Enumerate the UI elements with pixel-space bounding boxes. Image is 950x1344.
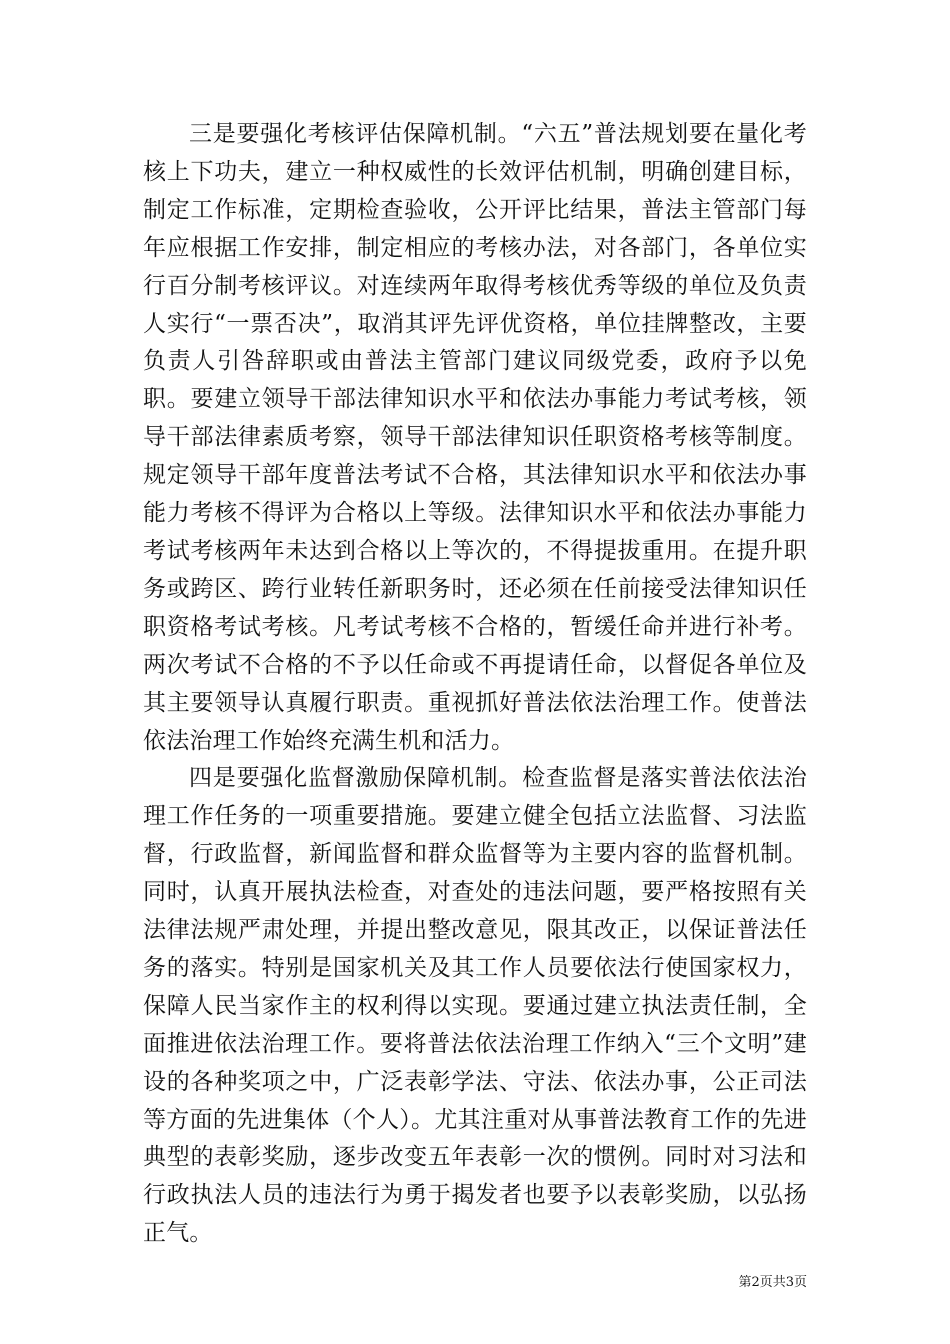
paragraph-supervision-mechanism: 四是要强化监督激励保障机制。检查监督是落实普法依法治理工作任务的一项重要措施。要建立健全包括立法监督、习法监督，行政监督，新闻监督和群众监督等为主要内容的监督机制。同时，认真开展执法检查，对查处的违法问题，要严格按照有关法律法规严肃处理，并提出整改意见，限其改正，以保证普法任务的落实。特别是国家机关及其工作人员要依法行使国家权力，保障人民当家作主的权利得以实现。要通过建立执法责任制，全面推进依法治理工作。要将普法依法治理工作纳入“三个文明”建设的各种奖项之中，广泛表彰学法、守法、依法办事，公正司法等方面的先进集体（个人）。尤其注重对从事普法教育工作的先进典型的表彰奖励，逐步改变五年表彰一次的惯例。同时对习法和行政执法人员的违法行为勇于揭发者也要予以表彰奖励，以弘扬正气。 — [143, 765, 807, 1247]
page-number-footer: 第2页共3页 — [738, 1275, 807, 1290]
paragraph-assessment-mechanism: 三是要强化考核评估保障机制。“六五”普法规划要在量化考核上下功夫，建立一种权威性的长效评估机制，明确创建目标，制定工作标准，定期检查验收，公开评比结果，普法主管部门每年应根据工作安排，制定相应的考核办法，对各部门，各单位实行百分制考核评议。对连续两年取得考核优秀等级的单位及负责人实行“一票否决”，取消其评先评优资格，单位挂牌整改，主要负责人引咎辞职或由普法主管部门建议同级党委，政府予以免职。要建立领导干部法律知识水平和依法办事能力考试考核，领导干部法律素质考察，领导干部法律知识任职资格考核等制度。规定领导干部年度普法考试不合格，其法律知识水平和依法办事能力考核不得评为合格以上等级。法律知识水平和依法办事能力考试考核两年未达到合格以上等次的，不得提拔重用。在提升职务或跨区、跨行业转任新职务时，还必须在任前接受法律知识任职资格考试考核。凡考试考核不合格的，暂缓任命并进行补考。两次考试不合格的不予以任命或不再提请任命，以督促各单位及其主要领导认真履行职责。重视抓好普法依法治理工作。使普法依法治理工作始终充满生机和活力。 — [143, 121, 807, 754]
document-body — [143, 116, 807, 1253]
